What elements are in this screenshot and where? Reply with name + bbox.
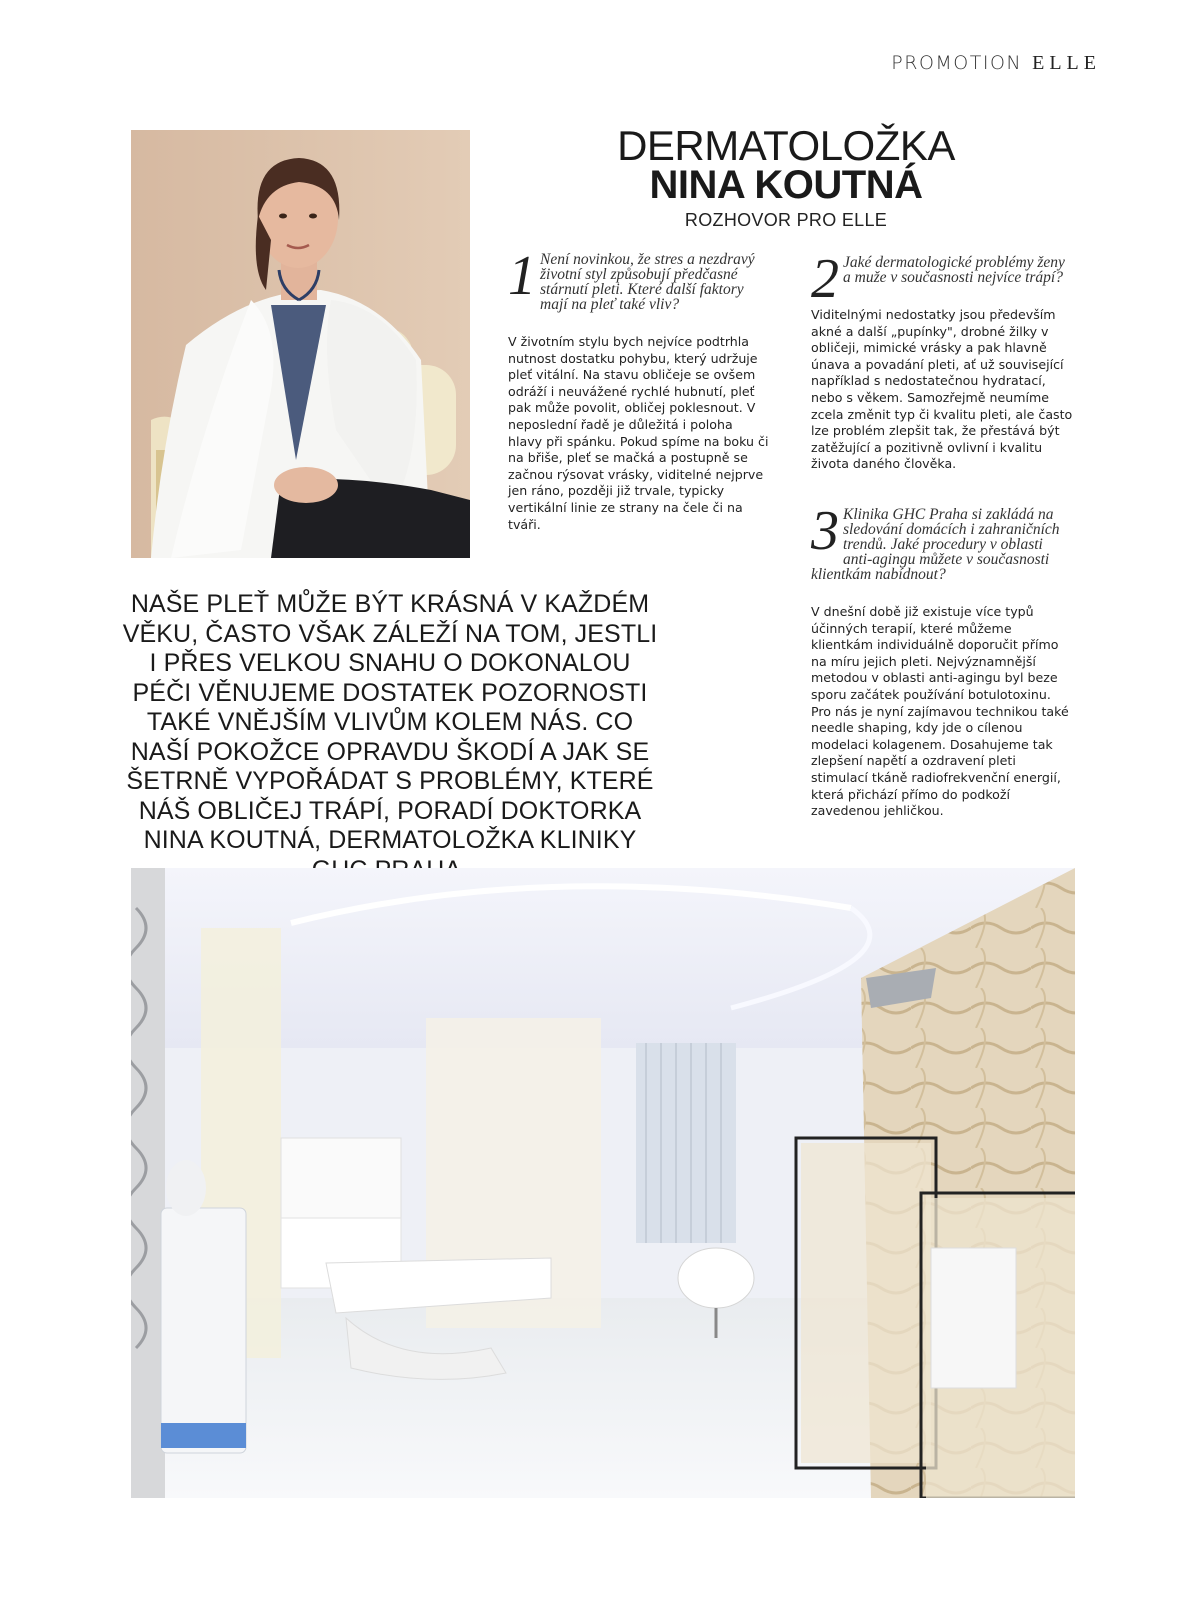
question-text: Klinika GHC Praha si zakládá na sledování domácích i zahraničních trendů. Jaké procedury v oblasti anti-agingu můžete v současnosti klientkám nabídnout? — [811, 506, 1060, 583]
answer-2: Viditelnými nedostatky jsou především akné a další „pupínky", drobné žilky v obličeji, mimické vrásky a pak hlavně únava a povadání pleti, ať už související například s nedostatečnou hydratací, nebo s věkem. Samozřejmě neumíme zcela změnit typ či kvalitu pleti, ale často lze problém zlepšit tak, že přestává být zatěžující a pozitivně ovlivní i kvalitu života daného člověka. — [811, 307, 1073, 472]
question-1 — [508, 245, 770, 313]
qa-item-3 — [811, 500, 1073, 820]
title-line-subtitle: ROZHOVOR PRO ELLE — [684, 210, 888, 230]
question-text: Jaké dermatologické problémy ženy a muže v současnosti nejvíce trápí? — [843, 254, 1065, 286]
question-number: 2 — [811, 248, 839, 310]
question-2 — [811, 248, 1073, 310]
qa-item-1 — [508, 245, 770, 533]
lead-paragraph: NAŠE PLEŤ MŮŽE BÝT KRÁSNÁ V KAŽDÉM VĚKU, ČASTO VŠAK ZÁLEŽÍ NA TOM, JESTLI I PŘES VELKOU SNAHU O DOKONALOU PÉČI VĚNUJEME DOSTATEK POZORNOSTI TAKÉ VNĚJŠÍM VLIVŮM KOLEM NÁS. CO NAŠÍ POKOŽCE OPRAVDU ŠKODÍ A JAK SE ŠETRNĚ VYPOŘÁDAT S PROBLÉMY, KTERÉ NÁŠ OBLIČEJ TRÁPÍ, PORADÍ DOKTORKA NINA KOUTNÁ, DERMATOLOŽKA KLINIKY — [122, 590, 658, 854]
answer-3: V dnešní době již existuje více typů účinných terapií, které můžeme klientkám individuálně doporučit přímo na míru jejich pleti. Nejvýznamnější metodou v oblasti anti-agingu byl beze sporu začátek používání botulotoxinu. Pro nás je nyní zajímavou technikou také needle shaping, kdy jde o cílenou modelaci kolagenem. Dosahujeme tak zlepšení napětí a ozdravení pleti stimulací tkáně radiofrekvenční energií, která přichází přímo do podkoží zavedenou jehličkou. — [811, 604, 1069, 819]
question-3 — [811, 500, 1073, 583]
question-number: 1 — [508, 245, 536, 307]
page-header — [891, 52, 1101, 75]
article-title — [560, 122, 1012, 231]
promotion-label: PROMOTION — [891, 52, 1023, 74]
clinic-room-photo — [131, 868, 1075, 1498]
answer-1: V životním stylu bych nejvíce podtrhla nutnost dostatku pohybu, který udržuje pleť vitální. Na stavu obličeje se ovšem odráží i neuvážené rychlé hubnutí, pleť pak může povolit, obličej poklesnout. V neposlední řadě je důležitá i poloha hlavy při spánku. Pokud spíme na boku či na břiše, pleť se mačká a postupně se začnou rýsovat vrásky, viditelné nejprve jen ráno, později již trvale, typicky vertikální linie ze strany na čele či na tváři. — [508, 334, 769, 532]
portrait-photo — [131, 130, 470, 558]
question-text: Není novinkou, že stres a nezdravý životní styl způsobují předčasné stárnutí pleti. Které další faktory mají na pleť také vliv? — [540, 251, 755, 313]
title-line-name: NINA KOUTNÁ — [649, 163, 923, 207]
elle-logo: ELLE — [1032, 52, 1101, 74]
title-line-profession: DERMATOLOŽKA — [617, 122, 955, 169]
qa-item-2 — [811, 248, 1073, 473]
question-number: 3 — [811, 500, 839, 562]
